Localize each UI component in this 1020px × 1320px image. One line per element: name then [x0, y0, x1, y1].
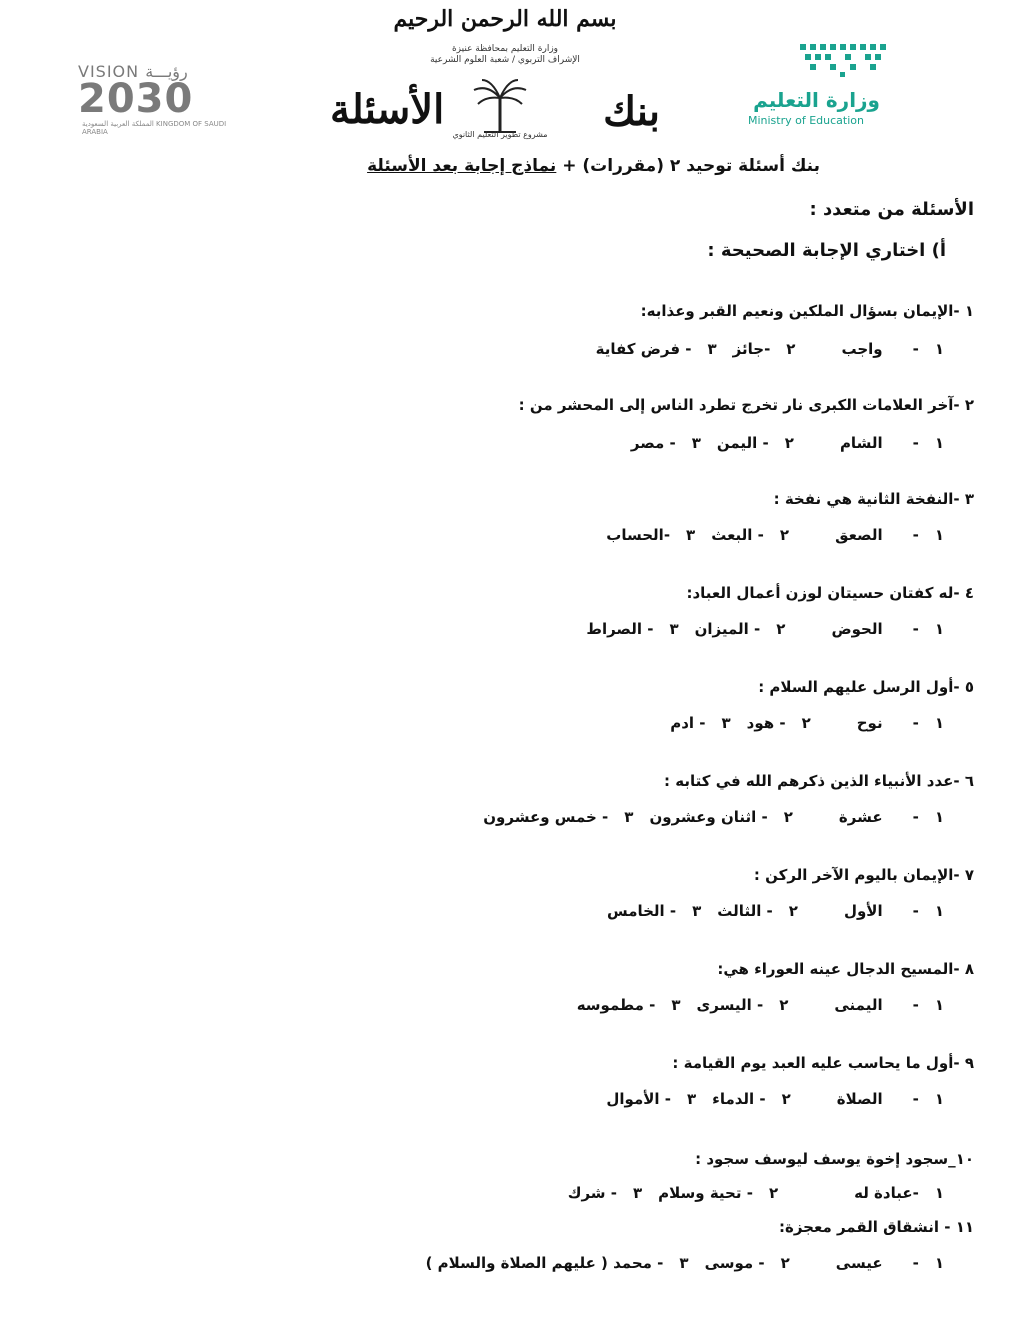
option-part: - [912, 1254, 919, 1272]
option-part: ١ [934, 1090, 944, 1108]
question-text: ٨ -المسيح الدجال عينه العوراء هي: [717, 960, 974, 978]
vision-year: 2030 [78, 76, 194, 122]
option-part: ٣ [691, 434, 701, 452]
option-part: ١ [934, 808, 944, 826]
ministry-line-2: الإشراف التربوي / شعبة العلوم الشرعية [430, 55, 580, 65]
option-part: - الثالث [717, 902, 773, 920]
section-title: الأسئلة من متعدد : [809, 199, 974, 220]
question-text: ٦ -عدد الأنبياء الذين ذكرهم الله في كتابه : [664, 772, 974, 790]
ministry-of-education-logo [730, 40, 910, 130]
option-part: عيسى [835, 1254, 883, 1272]
ministry-line-1: وزارة التعليم بمحافظة عنيزة [451, 44, 559, 54]
question-options [590, 526, 944, 544]
option-part: الأول [843, 902, 883, 920]
option-part: ١ [934, 714, 944, 732]
question-options [552, 1184, 944, 1202]
option-part: ٣ [721, 714, 731, 732]
document-title-plain: بنك أسئلة توحيد ٢ (مقررات) + [556, 156, 820, 176]
option-part: ٢ [801, 714, 811, 732]
option-part: ١ [934, 434, 944, 452]
option-part: الحوض [831, 620, 883, 638]
question-options [561, 996, 944, 1014]
option-part: ٣ [633, 1184, 643, 1202]
option-part: - الخامس [606, 902, 677, 920]
option-part: ٢ [780, 1254, 790, 1272]
option-part: - [912, 902, 919, 920]
question-options [467, 808, 944, 826]
option-part: - محمد ( عليهم الصلاة والسلام ) [425, 1254, 664, 1272]
palm-tree-icon [470, 76, 530, 134]
option-part: - خمس وعشرون [483, 808, 609, 826]
question-text: ٥ -أول الرسل عليهم السلام : [758, 678, 974, 696]
ministry-caption [380, 44, 630, 66]
option-part: - [912, 1090, 919, 1108]
option-part: ٢ [781, 1090, 791, 1108]
option-part: ٢ [776, 620, 786, 638]
option-part: نوح [856, 714, 883, 732]
option-part: الصعق [835, 526, 883, 544]
option-part: - [912, 340, 919, 358]
option-part: - الميزان [694, 620, 761, 638]
option-part: ٣ [671, 996, 681, 1014]
asila-word: الأسئلة [330, 86, 445, 133]
option-part: ٢ [788, 902, 798, 920]
document-title [367, 156, 820, 176]
basmala: بسم الله الرحمن الرحيم [393, 6, 617, 32]
question-bank-logo [320, 76, 660, 146]
option-part: الشام [839, 434, 883, 452]
question-text: ١ -الإيمان بسؤال الملكين ونعيم القبر وعذابه: [640, 302, 974, 320]
option-part: ٢ [768, 1184, 779, 1202]
option-part: الصلاة [836, 1090, 883, 1108]
moe-dots-icon [796, 40, 896, 80]
option-part: ٣ [669, 620, 679, 638]
option-part: - مصر [630, 434, 676, 452]
question-options [615, 434, 944, 452]
option-part: - [912, 434, 919, 452]
option-part: - [912, 996, 919, 1014]
option-part: - الأموال [606, 1090, 671, 1108]
question-text: ٧ -الإيمان باليوم الآخر الركن : [753, 866, 974, 884]
option-part: ١ [934, 620, 944, 638]
option-part: ٣ [679, 1254, 689, 1272]
project-caption: مشروع تطوير التعليم الثانوي [452, 130, 548, 139]
option-part: - اليمن [716, 434, 769, 452]
question-text: ٤ -له كفتان حسيتان لوزن أعمال العباد: [686, 584, 974, 602]
option-part: عشرة [838, 808, 883, 826]
option-part: ٢ [779, 996, 789, 1014]
option-part: ١ [934, 340, 944, 358]
question-options [570, 620, 944, 638]
option-part: - [912, 526, 919, 544]
question-options [590, 1090, 944, 1108]
vision-label: VISION رؤيـــة [78, 62, 188, 81]
question-options [580, 340, 944, 358]
instruction-title: أ) اختاري الإجابة الصحيحة : [707, 240, 946, 261]
document-title-underlined: نماذج إجابة بعد الأسئلة [367, 156, 557, 176]
option-part: - مطموسه [576, 996, 656, 1014]
option-part: - شرك [567, 1184, 617, 1202]
option-part: ١ [934, 1184, 944, 1202]
option-part: ٣ [707, 340, 717, 358]
option-part: -الحساب [606, 526, 671, 544]
option-part: ١ [934, 1254, 944, 1272]
option-part: - تحية وسلام [658, 1184, 753, 1202]
question-options [591, 902, 944, 920]
vision-2030-logo [78, 62, 238, 136]
option-part: ٢ [783, 808, 793, 826]
vision-subtitle: المملكة العربية السعودية KINGDOM OF SAUDI ARABIA [82, 120, 227, 136]
option-part: ٣ [686, 526, 696, 544]
option-part: - اثنان وعشرون [649, 808, 768, 826]
question-text: ٩ -أول ما يحاسب عليه العبد يوم القيامة : [672, 1054, 974, 1072]
option-part: - الصراط [586, 620, 654, 638]
option-part: - [912, 808, 919, 826]
option-part: - هود [746, 714, 786, 732]
question-text: ٢ -آخر العلامات الكبرى نار تخرج تطرد الناس إلى المحشر من : [518, 396, 974, 414]
moe-english-name: Ministry of Education [747, 114, 864, 127]
option-part: ١ [934, 526, 944, 544]
option-part: ٣ [624, 808, 634, 826]
option-part: ٢ [786, 340, 796, 358]
option-part: - الدماء [712, 1090, 766, 1108]
question-options [410, 1254, 944, 1272]
option-part: ١ [934, 902, 944, 920]
option-part: ٣ [692, 902, 702, 920]
option-part: اليمنى [834, 996, 883, 1014]
option-part: - [912, 620, 919, 638]
option-part: - فرض كفاية [595, 340, 692, 358]
option-part: -عبادة له [854, 1184, 919, 1202]
option-part: - اليسرى [696, 996, 764, 1014]
moe-arabic-name: وزارة التعليم [753, 88, 880, 112]
option-part: ١ [934, 996, 944, 1014]
option-part: - [912, 714, 919, 732]
option-part: -جائز [732, 340, 771, 358]
option-part: واجب [841, 340, 883, 358]
question-options [654, 714, 944, 732]
question-text: ١٠_سجود إخوة يوسف ليوسف سجود : [695, 1150, 974, 1168]
bank-word: بنك [603, 88, 660, 135]
option-part: ٢ [784, 434, 794, 452]
question-text: ١١ - انشقاق القمر معجزة: [778, 1218, 974, 1236]
option-part: - موسى [704, 1254, 765, 1272]
option-part: - البعث [711, 526, 764, 544]
option-part: ٢ [779, 526, 790, 544]
option-part: - ادم [670, 714, 706, 732]
option-part: ٣ [687, 1090, 697, 1108]
question-text: ٣ -النفخة الثانية هي نفخة : [773, 490, 974, 508]
